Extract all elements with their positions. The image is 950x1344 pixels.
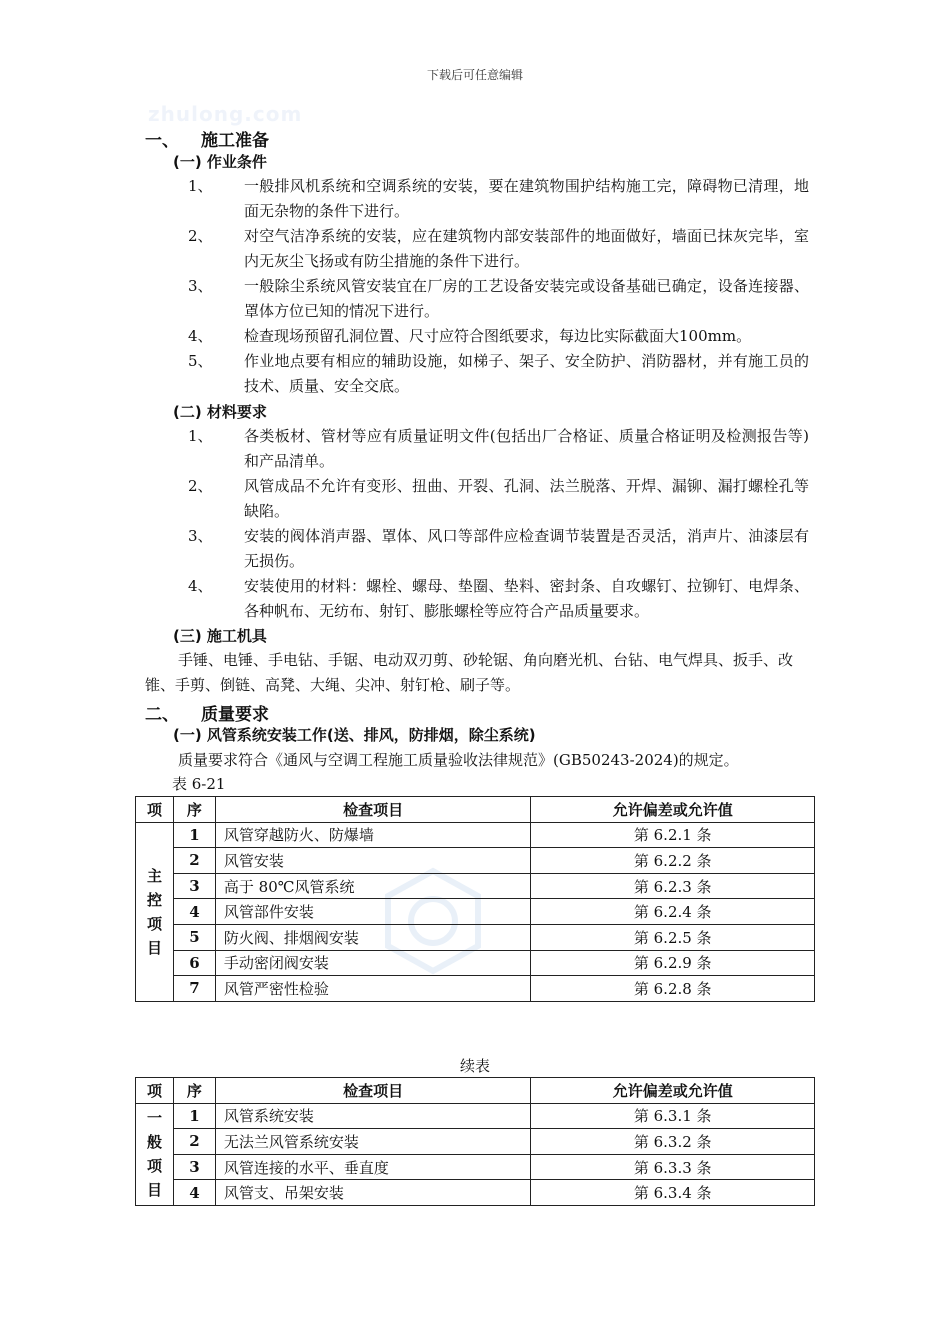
row-check-item: 风管系统安装 bbox=[215, 1103, 531, 1129]
table-row bbox=[136, 950, 815, 976]
list-item bbox=[0, 574, 950, 624]
section-2-heading bbox=[145, 700, 269, 725]
row-tolerance: 第 6.2.8 条 bbox=[531, 976, 815, 1002]
table-row bbox=[136, 1180, 815, 1206]
list-item bbox=[0, 274, 950, 324]
watermark-text: zhulong.com bbox=[148, 102, 303, 126]
list-item-number: 2、 bbox=[188, 227, 213, 245]
quality-requirement-text: 质量要求符合《通风与空调工程施工质量验收法律规范》(GB50243-2024)的规定。 bbox=[178, 751, 739, 769]
row-seq: 5 bbox=[173, 924, 215, 950]
section-1-number: 一、 bbox=[145, 131, 179, 151]
row-check-item: 手动密闭阀安装 bbox=[215, 950, 531, 976]
table-general bbox=[135, 1077, 815, 1206]
row-tolerance: 第 6.3.2 条 bbox=[531, 1129, 815, 1155]
section-2-number: 二、 bbox=[145, 705, 179, 725]
list-item-text: 安装的阀体消声器、罩体、风口等部件应检查调节装置是否灵活，消声片、油漆层有无损伤。 bbox=[244, 527, 809, 570]
table-main-control bbox=[135, 796, 815, 1002]
subsection-1a-heading: (一) 作业条件 bbox=[173, 153, 267, 171]
row-tolerance: 第 6.2.3 条 bbox=[531, 873, 815, 899]
row-seq: 7 bbox=[173, 976, 215, 1002]
row-tolerance: 第 6.2.9 条 bbox=[531, 950, 815, 976]
row-tolerance: 第 6.3.3 条 bbox=[531, 1154, 815, 1180]
list-item-number: 3、 bbox=[188, 277, 213, 295]
tools-paragraph: 手锤、电锤、手电钻、手锯、电动双刃剪、砂轮锯、角向磨光机、台钻、电气焊具、扳手、改锥、手剪、倒链、高凳、大绳、尖冲、射钉枪、刷子等。 bbox=[145, 651, 794, 694]
header-tolerance: 允许偏差或允许值 bbox=[531, 797, 815, 823]
header-category: 项 bbox=[136, 1078, 174, 1104]
list-item-text: 一般除尘系统风管安装宜在厂房的工艺设备安装完或设备基础已确定，设备连接器、罩体方位已知的情况下进行。 bbox=[244, 277, 809, 320]
row-tolerance: 第 6.2.1 条 bbox=[531, 822, 815, 848]
subsection-2a-heading: (一) 风管系统安装工作(送、排风，防排烟，除尘系统) bbox=[173, 726, 536, 744]
group-label-text: 一般项目 bbox=[146, 1109, 162, 1200]
list-item bbox=[0, 349, 950, 399]
list-item-number: 5、 bbox=[188, 352, 213, 370]
table-header-row bbox=[136, 1078, 815, 1104]
list-item-number: 2、 bbox=[188, 477, 213, 495]
header-seq: 序 bbox=[173, 797, 215, 823]
table-continued-caption: 续表 bbox=[459, 1057, 490, 1075]
list-item-text: 风管成品不允许有变形、扭曲、开裂、孔洞、法兰脱落、开焊、漏铆、漏打螺栓孔等缺陷。 bbox=[244, 477, 809, 520]
group-label bbox=[136, 822, 174, 1001]
row-check-item: 高于 80℃风管系统 bbox=[215, 873, 531, 899]
row-check-item: 风管部件安装 bbox=[215, 899, 531, 925]
header-check-item: 检查项目 bbox=[215, 1078, 531, 1104]
row-seq: 4 bbox=[173, 1180, 215, 1206]
row-tolerance: 第 6.2.2 条 bbox=[531, 848, 815, 874]
table-row bbox=[136, 976, 815, 1002]
list-item bbox=[0, 474, 950, 524]
list-item-text: 对空气洁净系统的安装，应在建筑物内部安装部件的地面做好，墙面已抹灰完毕，室内无灰尘飞扬或有防尘措施的条件下进行。 bbox=[244, 227, 809, 270]
row-check-item: 风管穿越防火、防爆墙 bbox=[215, 822, 531, 848]
header-category: 项 bbox=[136, 797, 174, 823]
row-seq: 4 bbox=[173, 899, 215, 925]
table-row bbox=[136, 899, 815, 925]
table-row bbox=[136, 1103, 815, 1129]
table-row bbox=[136, 924, 815, 950]
row-check-item: 风管安装 bbox=[215, 848, 531, 874]
list-item-number: 1、 bbox=[188, 177, 213, 195]
list-item bbox=[0, 174, 950, 224]
list-item-text: 检查现场预留孔洞位置、尺寸应符合图纸要求，每边比实际截面大100mm。 bbox=[244, 327, 752, 345]
row-seq: 3 bbox=[173, 873, 215, 899]
section-2-title: 质量要求 bbox=[201, 705, 269, 725]
table-header-row bbox=[136, 797, 815, 823]
row-seq: 2 bbox=[173, 848, 215, 874]
list-item-text: 安装使用的材料：螺栓、螺母、垫圈、垫料、密封条、自攻螺钉、拉铆钉、电焊条、各种帆布、无纺布、射钉、膨胀螺栓等应符合产品质量要求。 bbox=[244, 577, 809, 620]
row-seq: 3 bbox=[173, 1154, 215, 1180]
row-check-item: 风管严密性检验 bbox=[215, 976, 531, 1002]
row-tolerance: 第 6.3.1 条 bbox=[531, 1103, 815, 1129]
list-item bbox=[0, 224, 950, 274]
list-item-text: 一般排风机系统和空调系统的安装，要在建筑物围护结构施工完，障碍物已清理，地面无杂物的条件下进行。 bbox=[244, 177, 809, 220]
table-row bbox=[136, 873, 815, 899]
page-header: 下载后可任意编辑 bbox=[426, 68, 523, 82]
section-1-title: 施工准备 bbox=[201, 131, 269, 151]
table-row bbox=[136, 848, 815, 874]
group-label bbox=[136, 1103, 174, 1205]
row-tolerance: 第 6.2.5 条 bbox=[531, 924, 815, 950]
list-item bbox=[0, 524, 950, 574]
row-seq: 1 bbox=[173, 822, 215, 848]
list-item-number: 4、 bbox=[188, 327, 213, 345]
subsection-1c-heading: (三) 施工机具 bbox=[173, 627, 267, 645]
header-seq: 序 bbox=[173, 1078, 215, 1104]
list-item bbox=[0, 324, 950, 349]
list-item-number: 4、 bbox=[188, 577, 213, 595]
row-check-item: 无法兰风管系统安装 bbox=[215, 1129, 531, 1155]
list-item bbox=[0, 424, 950, 474]
row-tolerance: 第 6.3.4 条 bbox=[531, 1180, 815, 1206]
row-tolerance: 第 6.2.4 条 bbox=[531, 899, 815, 925]
header-check-item: 检查项目 bbox=[215, 797, 531, 823]
row-seq: 1 bbox=[173, 1103, 215, 1129]
group-label-text: 主控项目 bbox=[146, 866, 162, 957]
table-row bbox=[136, 1154, 815, 1180]
table-label: 表 6-21 bbox=[172, 775, 226, 793]
list-item-text: 作业地点要有相应的辅助设施，如梯子、架子、安全防护、消防器材，并有施工员的技术、质量、安全交底。 bbox=[244, 352, 809, 395]
section-1-heading bbox=[145, 126, 269, 151]
subsection-1b-heading: (二) 材料要求 bbox=[173, 403, 267, 421]
list-item-number: 3、 bbox=[188, 527, 213, 545]
row-check-item: 风管连接的水平、垂直度 bbox=[215, 1154, 531, 1180]
row-check-item: 风管支、吊架安装 bbox=[215, 1180, 531, 1206]
table-row bbox=[136, 1129, 815, 1155]
header-tolerance: 允许偏差或允许值 bbox=[531, 1078, 815, 1104]
row-seq: 6 bbox=[173, 950, 215, 976]
table-row bbox=[136, 822, 815, 848]
row-check-item: 防火阀、排烟阀安装 bbox=[215, 924, 531, 950]
row-seq: 2 bbox=[173, 1129, 215, 1155]
list-item-text: 各类板材、管材等应有质量证明文件(包括出厂合格证、质量合格证明及检测报告等)和产品清单。 bbox=[244, 427, 809, 470]
list-item-number: 1、 bbox=[188, 427, 213, 445]
